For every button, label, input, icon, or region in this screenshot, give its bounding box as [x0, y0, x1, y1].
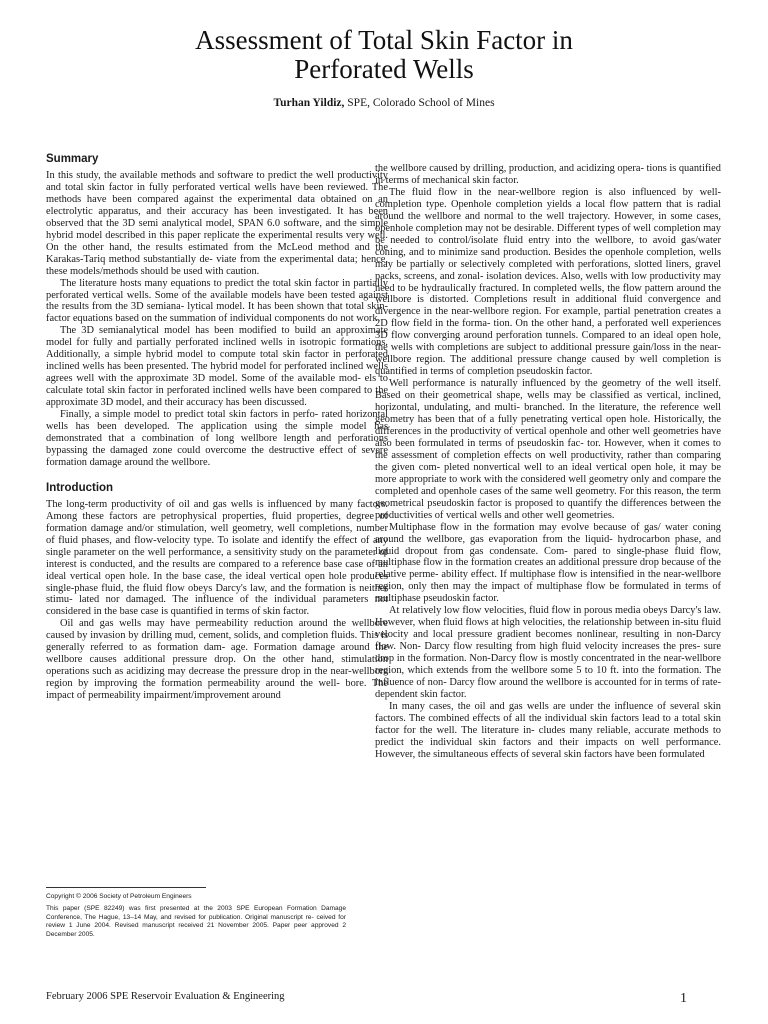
left-column: [46, 152, 388, 702]
summary-paragraph: The literature hosts many equations to predict the total skin factor in partially perforated vertical wells. Some of the available models have been tested against the results from the 3D semiana- lytical model. It has been shown that total skin-factor equations based on the summation of individual components do not work.: [46, 277, 388, 325]
introduction-paragraph: The long-term productivity of oil and gas wells is influenced by many factors. Among these factors are petrophysical properties, fluid properties, degree of formation damage and/or stimulation, well geometry, well completions, number of fluid phases, and flow-velocity type. To isolate and identify the effect of any single parameter on the well performance, a sensitivity study on the parameter of interest is conducted, and the results are compared to a reference base case of an ideal vertical open hole. In the base case, the ideal vertical open hole produces single-phase fluid, the fluid flow obeys Darcy's law, and the formation is neither stimu- lated nor damaged. The influence of the individual parameters not considered in the base case is quantified in terms of skin factor.: [46, 498, 388, 618]
author-line: [0, 97, 768, 109]
summary-paragraph: The 3D semianalytical model has been modified to build an approximate model for fully and partially perforated inclined wells in isotropic formations. Additionally, a simple hybrid model to compute total skin factor in perforated inclined wells has been presented. The hybrid model for perforated inclined wells agrees well with the approximate 3D model. Some of the available mod- els to calculate total skin factor in perforated inclined wells have been compared to the approximate 3D model, and their accuracy has been discussed.: [46, 325, 388, 409]
author-name: Turhan Yildiz,: [273, 97, 345, 109]
author-affiliation: SPE, Colorado School of Mines: [344, 97, 495, 109]
paper-title: [0, 26, 768, 84]
body-paragraph: The fluid flow in the near-wellbore region is also influenced by well-completion type. Openhole completion yields a local flow pattern that is radial around the wellbore and normal to the well trajectory. However, in some cases, openhole completion may not be desirable. Different types of well completion may be needed to control/isolate fluid entry into the wellbore, to avoid gas/water coning, and to minimize sand production. Besides the openhole completion, wells may be partially or selectively completed with perforations, slotted liners, gravel packs, screens, and zonal- isolation devices. Also, wells with low productivity may need to be hydraulically fractured. In completed wells, the flow pattern around the wellbore is distorted. Completions result in additional fluid convergence and divergence in the near-wellbore region. For example, partial penetration creates a 2D flow field in the forma- tion. On the other hand, a perforated well experiences 3D flow converging around perforation tunnels. Compared to an ideal open hole, the wells with completions are subject to additional pressure gain/loss in the near-wellbore region. The additional pressure change caused by well completion is quantified in terms of completion pseudoskin factor.: [375, 186, 721, 378]
journal-footer: February 2006 SPE Reservoir Evaluation & Engineering: [46, 991, 285, 1002]
body-paragraph: In many cases, the oil and gas wells are under the influence of several skin factors. The combined effects of all the individual skin factors lead to a total skin factor for the well. The literature in- cludes many reliable, accurate methods to predict the individual skin factors and their impacts on well performance. However, the simultaneous effects of several skin factors have been formulated: [375, 700, 721, 760]
body-paragraph: the wellbore caused by drilling, production, and acidizing opera- tions is quantified in terms of mechanical skin factor.: [375, 163, 721, 186]
summary-paragraph: In this study, the available methods and software to predict the well productivity and total skin factor in fully perforated vertical wells have been reviewed. The methods have been compared against the experimental data obtained on an electrolytic apparatus, and their accuracy has been investigated. It has been observed that the 3D semi analytical model, SPAN 6.0 software, and the simple hybrid model described in this paper replicate the experimental results very well. On the other hand, the results estimated from the McLeod method and the Karakas-Tariq method substantially de- viate from the experimental data; hence, these models/methods should be used with caution.: [46, 170, 388, 277]
page-number: 1: [680, 991, 687, 1006]
right-column: [375, 163, 721, 761]
footnotes: [46, 893, 346, 943]
copyright-notice: Copyright © 2006 Society of Petroleum Engineers: [46, 893, 192, 900]
title-line-1: Assessment of Total Skin Factor in: [195, 25, 573, 55]
footnote-divider: [46, 887, 206, 888]
introduction-heading: Introduction: [46, 481, 114, 494]
summary-paragraph: Finally, a simple model to predict total skin factors in perfo- rated horizontal wells has been developed. The application using the simple model has demonstrated that a combination of long wellbore length and perforations bypassing the damaged zone could overcome the destructive effect of severe formation damage around the wellbore.: [46, 409, 388, 468]
title-line-2: Perforated Wells: [294, 54, 474, 84]
body-paragraph: At relatively low flow velocities, fluid flow in porous media obeys Darcy's law. However, when fluid flows at high velocities, the relationship between in-situ fluid velocity and local pressure gradient becomes nonlinear, resulting in non-Darcy flow. Non- Darcy flow resulting from high fluid velocity increases the pres- sure drop in the formation. Non-Darcy flow is mostly concentrated in the near-wellbore region, which extends from the wellbore some 5 to 10 ft. into the formation. The influence of non- Darcy flow around the wellbore is accounted for in terms of rate- dependent skin factor.: [375, 605, 721, 700]
body-paragraph: Multiphase flow in the formation may evolve because of gas/ water coning around the wellbore, gas evaporation from the liquid- hydrocarbon phase, and liquid dropout from gas condensate. Com- pared to single-phase fluid flow, multiphase flow in the formation creates an additional pressure drop because of the relative perme- ability effect. If multiphase flow is intensified in the near-wellbore region, only then may the impact of multiphase flow be formulated in terms of multiphase pseudoskin factor.: [375, 521, 721, 605]
paper-history-note: This paper (SPE 82249) was first presented at the 2003 SPE European Formation Damage Conference, The Hague, 13–14 May, and revised for publication. Original manuscript re- ceived for review 1 June 2004. Revised manuscript received 21 November 2005. Paper peer approved 2 December 2005.: [46, 905, 346, 938]
summary-heading: Summary: [46, 153, 99, 165]
body-paragraph: Well performance is naturally influenced by the geometry of the well itself. Based on their geometrical shape, wells may be classified as vertical, inclined, horizontal, undulating, and multi- branched. In the literature, the reference well geometry has been that of a fully penetrating vertical open hole. Historically, the differences in the productivity of vertical openhole and other well geometries have also been formulated in terms of pseudoskin fac- tor. However, when it comes to the assessment of completion effects on well productivity, rather than comparing the given com- pleted nonvertical well to an ideal vertical open hole, it may be more appropriate to work with the considered well geometry only and compare the completed and openhole cases of the same well geometry. For this reason, the term geometrical pseudoskin factor is proposed to quantify the differences between the productivities of vertical wells and other well geometries.: [375, 378, 721, 521]
introduction-paragraph: Oil and gas wells may have permeability reduction around the wellbore caused by invasion by drilling mud, cement, solids, and completion fluids. This is generally referred to as formation dam- age. Formation damage around the wellbore causes additional pressure drop. On the other hand, stimulation operations such as acidizing may decrease the pressure drop in the near-wellbore region by improving the formation permeability around the well- bore. The impact of permeability impairment/improvement around: [46, 618, 388, 702]
